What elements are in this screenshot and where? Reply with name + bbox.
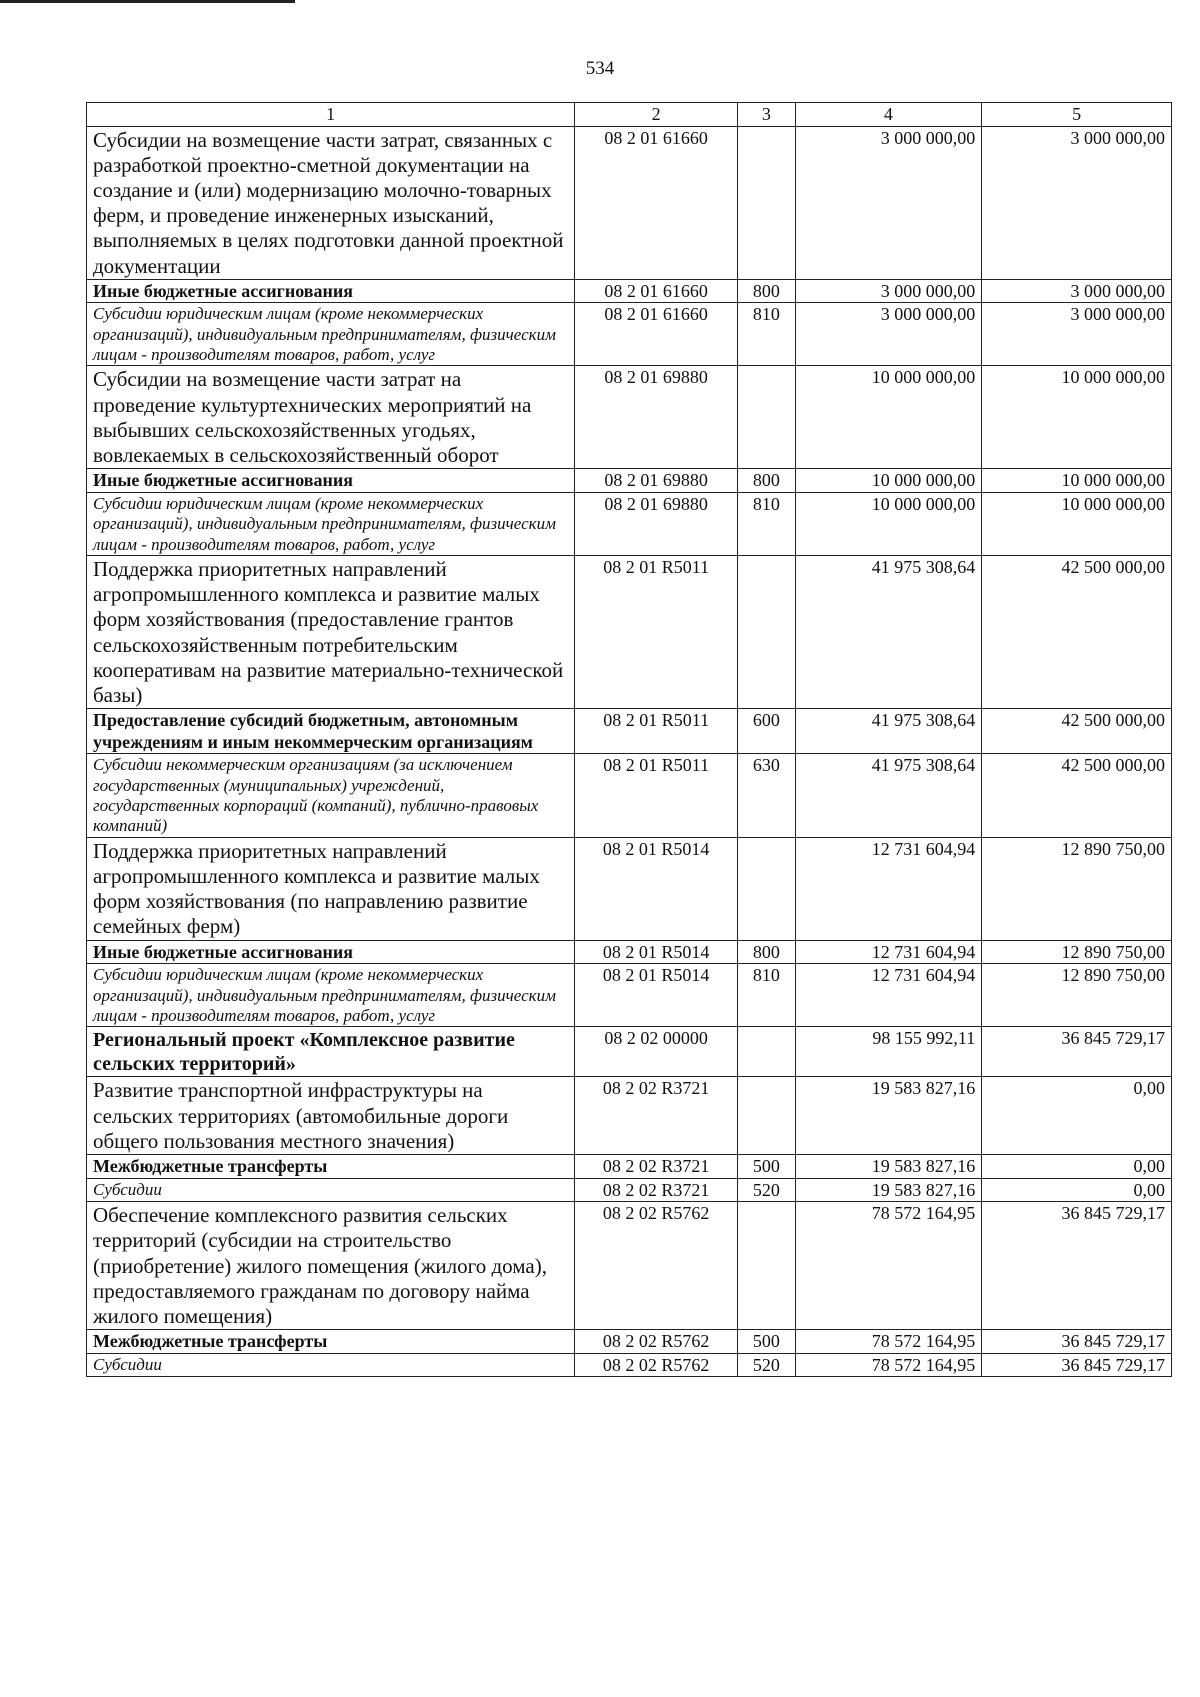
row-code: 08 2 01 61660 [575, 303, 738, 366]
row-amount-col5: 3 000 000,00 [982, 279, 1172, 303]
row-name: Обеспечение комплексного развития сельских территорий (субсидии на строительство (приобретение) жилого помещения (жилого дома), предоставляемого гражданам по договору найма жилого помещения) [87, 1202, 575, 1330]
row-name: Субсидии на возмещение части затрат на проведение культуртехнических мероприятий на выбывших сельскохозяйственных угодьях, вовлекаемых в сельскохозяйственный оборот [87, 366, 575, 469]
row-amount-col5: 0,00 [982, 1154, 1172, 1178]
row-code: 08 2 01 69880 [575, 366, 738, 469]
row-code: 08 2 01 R5011 [575, 556, 738, 709]
row-amount-col5: 3 000 000,00 [982, 126, 1172, 279]
header-row [87, 103, 1172, 127]
row-expense-type: 500 [738, 1330, 795, 1354]
header-col-5: 5 [982, 103, 1172, 127]
row-amount-col4: 19 583 827,16 [795, 1154, 982, 1178]
table-row [87, 279, 1172, 303]
row-code: 08 2 01 69880 [575, 492, 738, 555]
table-row [87, 469, 1172, 493]
row-expense-type [738, 366, 795, 469]
row-expense-type [738, 837, 795, 940]
row-expense-type [738, 126, 795, 279]
row-name: Иные бюджетные ассигнования [87, 279, 575, 303]
row-expense-type: 810 [738, 303, 795, 366]
row-amount-col4: 41 975 308,64 [795, 709, 982, 754]
row-code: 08 2 02 R5762 [575, 1353, 738, 1377]
row-amount-col5: 0,00 [982, 1077, 1172, 1155]
row-code: 08 2 02 R3721 [575, 1077, 738, 1155]
table-row [87, 1353, 1172, 1377]
row-expense-type: 800 [738, 469, 795, 493]
row-name: Субсидии юридическим лицам (кроме некоммерческих организаций), индивидуальным предпринимателям, физическим лицам - производителям товаров, работ, услуг [87, 492, 575, 555]
row-amount-col5: 10 000 000,00 [982, 366, 1172, 469]
row-name: Поддержка приоритетных направлений агропромышленного комплекса и развитие малых форм хозяйствования (по направлению развитие семейных ферм) [87, 837, 575, 940]
row-expense-type: 630 [738, 754, 795, 838]
row-amount-col4: 78 572 164,95 [795, 1330, 982, 1354]
row-expense-type [738, 556, 795, 709]
row-expense-type: 810 [738, 492, 795, 555]
row-amount-col5: 0,00 [982, 1178, 1172, 1202]
row-amount-col4: 10 000 000,00 [795, 492, 982, 555]
budget-table-body [87, 103, 1172, 1377]
row-code: 08 2 02 R5762 [575, 1202, 738, 1330]
row-name: Субсидии [87, 1353, 575, 1377]
header-col-1: 1 [87, 103, 575, 127]
row-name: Иные бюджетные ассигнования [87, 469, 575, 493]
row-amount-col5: 42 500 000,00 [982, 556, 1172, 709]
header-col-3: 3 [738, 103, 795, 127]
row-amount-col5: 36 845 729,17 [982, 1353, 1172, 1377]
row-name: Субсидии некоммерческим организациям (за исключением государственных (муниципальных) учреждений, государственных корпораций (компаний), публично-правовых компаний) [87, 754, 575, 838]
row-expense-type: 800 [738, 279, 795, 303]
table-row [87, 556, 1172, 709]
row-name: Межбюджетные трансферты [87, 1154, 575, 1178]
row-amount-col4: 19 583 827,16 [795, 1077, 982, 1155]
row-name: Поддержка приоритетных направлений агропромышленного комплекса и развитие малых форм хозяйствования (предоставление грантов сельскохозяйственным потребительским кооперативам на развитие материально-технической базы) [87, 556, 575, 709]
row-name: Субсидии на возмещение части затрат, связанных с разработкой проектно-сметной документации на создание и (или) модернизацию молочно-товарных ферм, и проведение инженерных изысканий, выполняемых в целях подготовки данной проектной документации [87, 126, 575, 279]
budget-table [86, 102, 1172, 1377]
row-amount-col4: 3 000 000,00 [795, 279, 982, 303]
row-amount-col5: 12 890 750,00 [982, 964, 1172, 1027]
row-amount-col4: 78 572 164,95 [795, 1353, 982, 1377]
row-code: 08 2 01 61660 [575, 279, 738, 303]
row-amount-col4: 19 583 827,16 [795, 1178, 982, 1202]
row-amount-col5: 12 890 750,00 [982, 837, 1172, 940]
table-row [87, 1330, 1172, 1354]
table-row [87, 1154, 1172, 1178]
row-code: 08 2 02 R3721 [575, 1154, 738, 1178]
row-amount-col5: 42 500 000,00 [982, 754, 1172, 838]
row-expense-type: 500 [738, 1154, 795, 1178]
row-name: Развитие транспортной инфраструктуры на сельских территориях (автомобильные дороги общего пользования местного значения) [87, 1077, 575, 1155]
table-row [87, 1077, 1172, 1155]
row-code: 08 2 01 R5011 [575, 754, 738, 838]
row-expense-type [738, 1202, 795, 1330]
row-amount-col5: 36 845 729,17 [982, 1202, 1172, 1330]
row-amount-col4: 3 000 000,00 [795, 303, 982, 366]
row-amount-col4: 98 155 992,11 [795, 1027, 982, 1077]
row-expense-type: 810 [738, 964, 795, 1027]
row-code: 08 2 01 R5014 [575, 964, 738, 1027]
table-row [87, 709, 1172, 754]
row-amount-col4: 12 731 604,94 [795, 964, 982, 1027]
page-number: 534 [585, 58, 615, 79]
table-row [87, 492, 1172, 555]
top-edge-rule [0, 0, 295, 3]
row-code: 08 2 02 00000 [575, 1027, 738, 1077]
table-row [87, 940, 1172, 964]
table-row [87, 1202, 1172, 1330]
row-code: 08 2 01 R5014 [575, 940, 738, 964]
row-expense-type: 600 [738, 709, 795, 754]
table-row [87, 754, 1172, 838]
row-code: 08 2 01 R5011 [575, 709, 738, 754]
row-name: Иные бюджетные ассигнования [87, 940, 575, 964]
row-name: Межбюджетные трансферты [87, 1330, 575, 1354]
row-amount-col4: 12 731 604,94 [795, 837, 982, 940]
row-expense-type: 800 [738, 940, 795, 964]
row-amount-col4: 41 975 308,64 [795, 754, 982, 838]
row-amount-col4: 3 000 000,00 [795, 126, 982, 279]
row-expense-type [738, 1027, 795, 1077]
row-amount-col4: 12 731 604,94 [795, 940, 982, 964]
row-name: Предоставление субсидий бюджетным, автономным учреждениям и иным некоммерческим организациям [87, 709, 575, 754]
row-name: Субсидии юридическим лицам (кроме некоммерческих организаций), индивидуальным предпринимателям, физическим лицам - производителям товаров, работ, услуг [87, 303, 575, 366]
row-amount-col5: 12 890 750,00 [982, 940, 1172, 964]
row-amount-col5: 36 845 729,17 [982, 1027, 1172, 1077]
header-col-4: 4 [795, 103, 982, 127]
table-row [87, 303, 1172, 366]
table-row [87, 366, 1172, 469]
row-amount-col5: 42 500 000,00 [982, 709, 1172, 754]
row-expense-type: 520 [738, 1353, 795, 1377]
table-row [87, 126, 1172, 279]
row-expense-type [738, 1077, 795, 1155]
table-row [87, 1178, 1172, 1202]
row-expense-type: 520 [738, 1178, 795, 1202]
row-amount-col4: 78 572 164,95 [795, 1202, 982, 1330]
table-row [87, 1027, 1172, 1077]
row-amount-col4: 10 000 000,00 [795, 469, 982, 493]
row-name: Субсидии [87, 1178, 575, 1202]
header-col-2: 2 [575, 103, 738, 127]
row-amount-col5: 10 000 000,00 [982, 469, 1172, 493]
row-name: Региональный проект «Комплексное развитие сельских территорий» [87, 1027, 575, 1077]
table-row [87, 837, 1172, 940]
row-code: 08 2 01 69880 [575, 469, 738, 493]
table-row [87, 964, 1172, 1027]
row-code: 08 2 01 61660 [575, 126, 738, 279]
row-amount-col4: 10 000 000,00 [795, 366, 982, 469]
row-code: 08 2 01 R5014 [575, 837, 738, 940]
row-amount-col5: 10 000 000,00 [982, 492, 1172, 555]
row-code: 08 2 02 R3721 [575, 1178, 738, 1202]
row-amount-col5: 3 000 000,00 [982, 303, 1172, 366]
row-name: Субсидии юридическим лицам (кроме некоммерческих организаций), индивидуальным предпринимателям, физическим лицам - производителям товаров, работ, услуг [87, 964, 575, 1027]
row-amount-col4: 41 975 308,64 [795, 556, 982, 709]
row-amount-col5: 36 845 729,17 [982, 1330, 1172, 1354]
row-code: 08 2 02 R5762 [575, 1330, 738, 1354]
